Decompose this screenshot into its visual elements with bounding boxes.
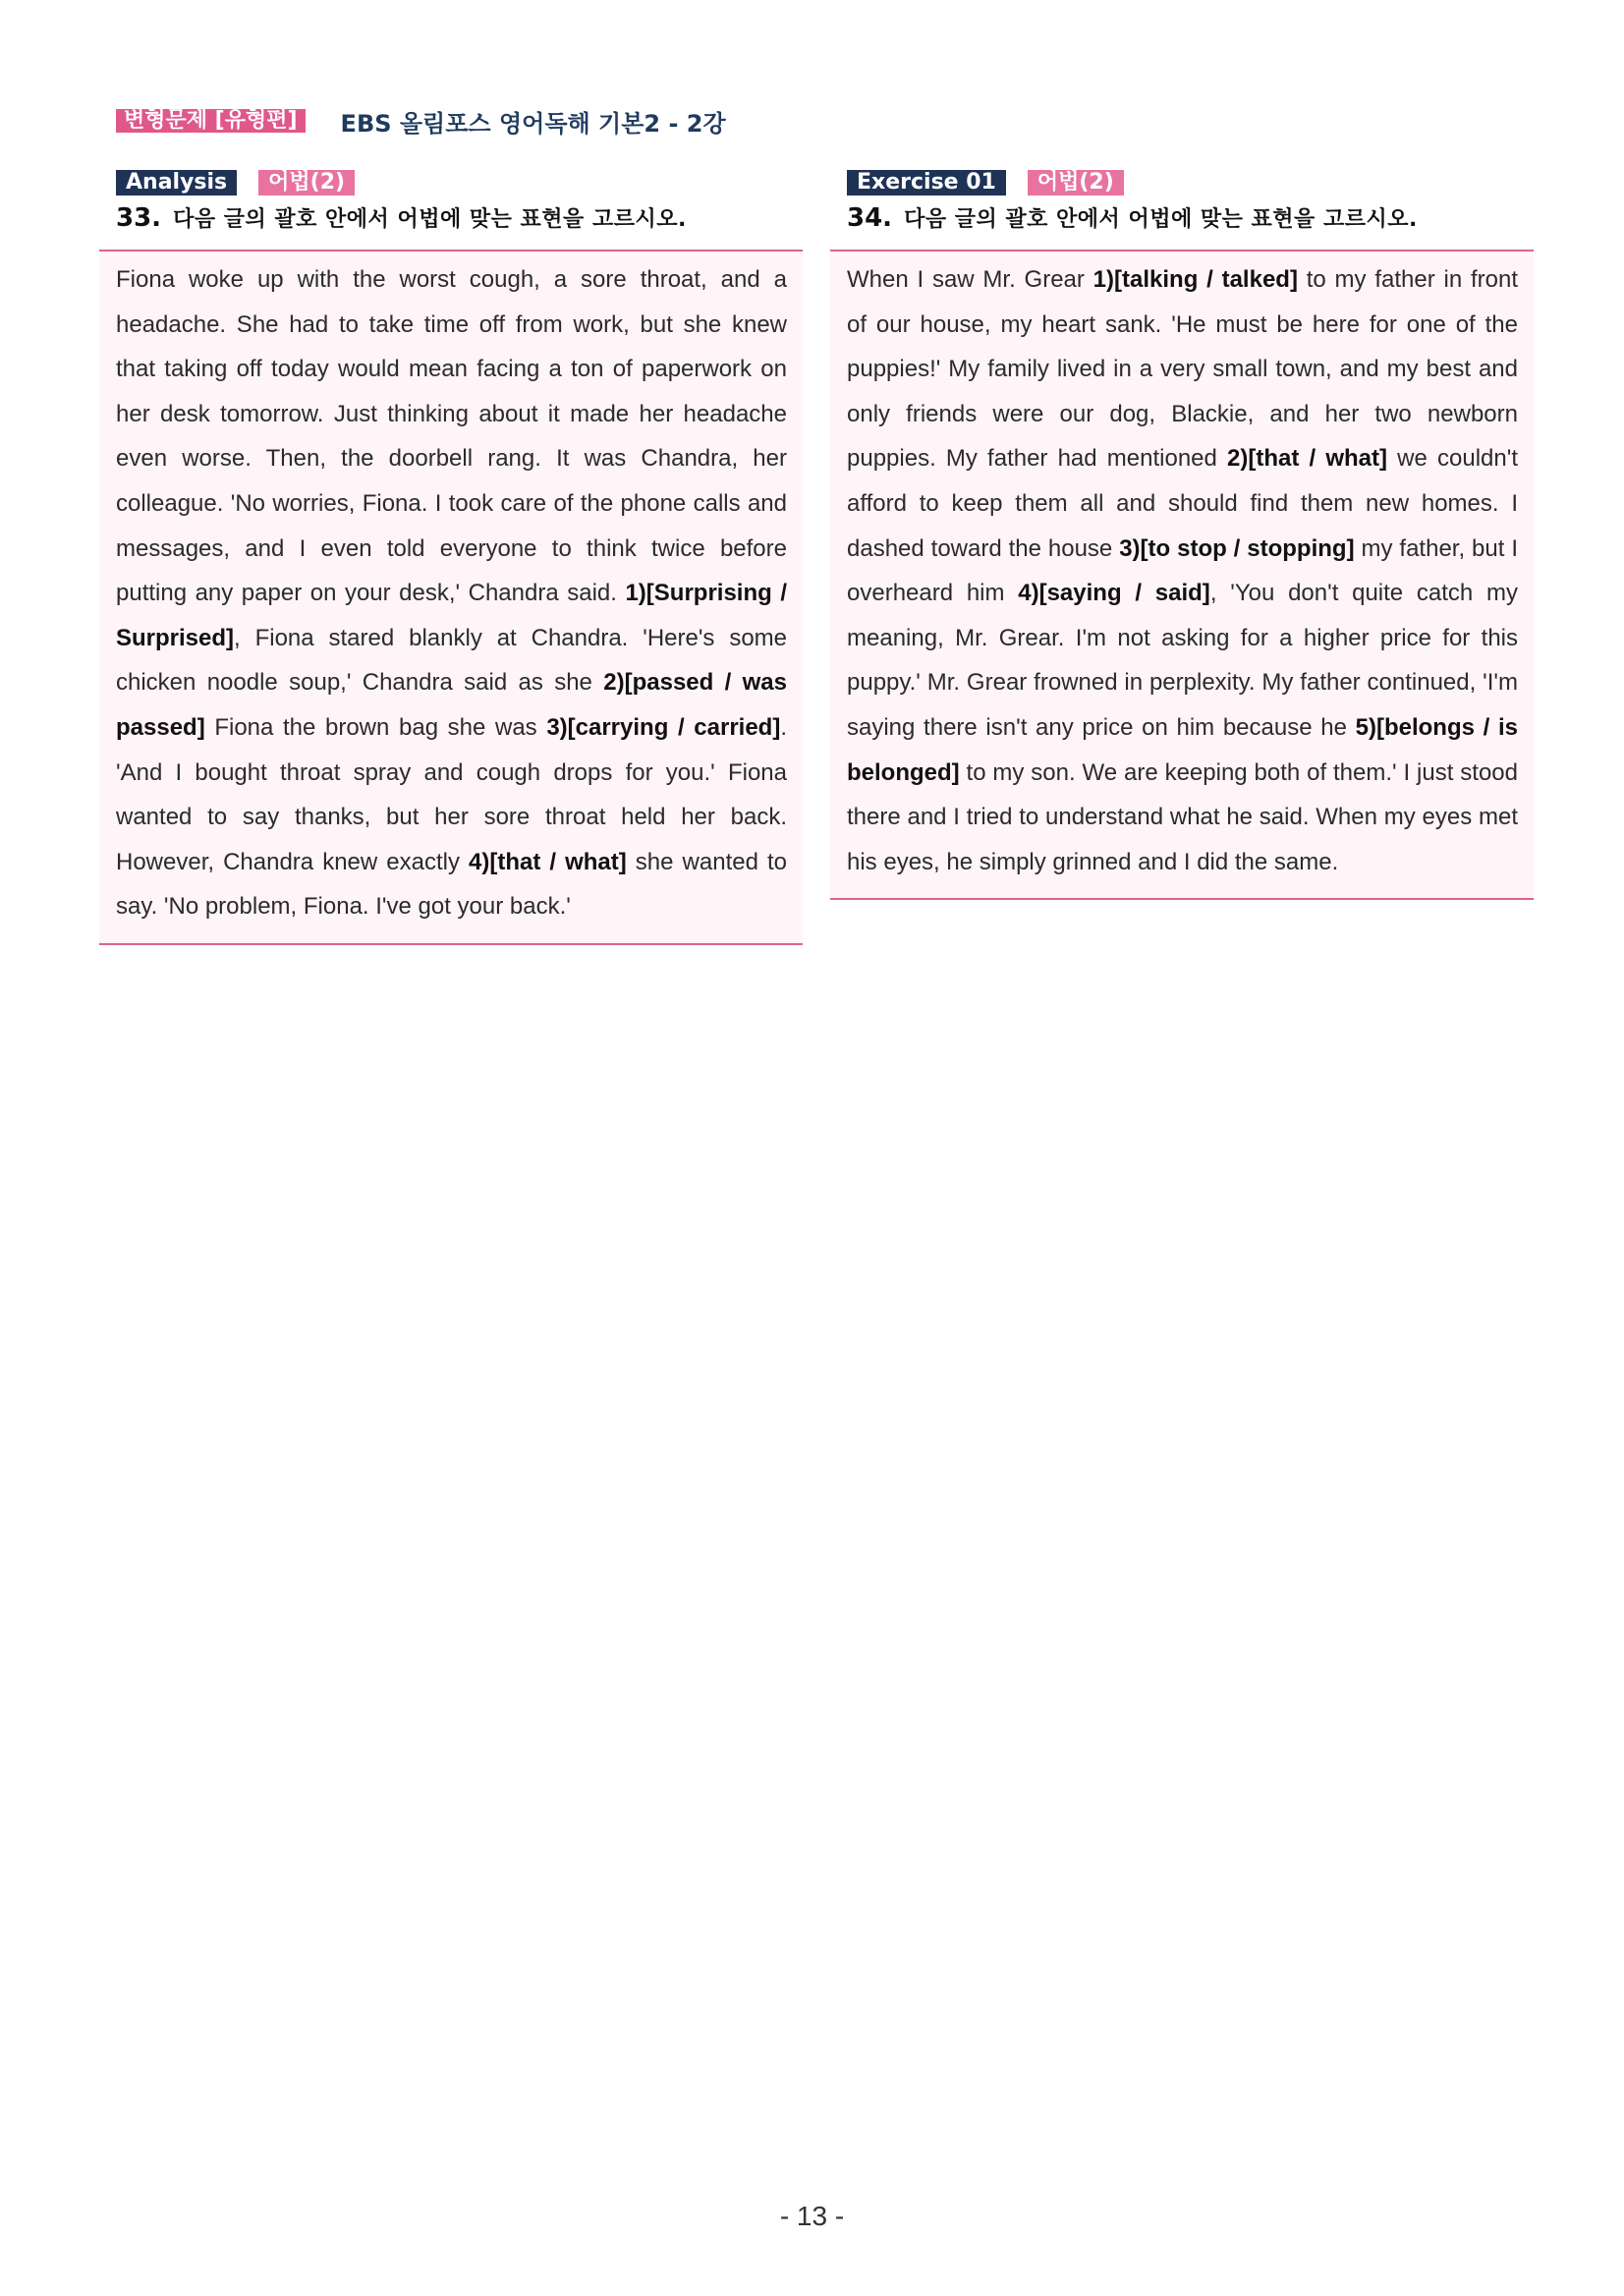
analysis-tag: Analysis bbox=[116, 170, 237, 196]
answer-choice: 2)[passed / was passed] bbox=[116, 669, 788, 741]
answer-choice: 3)[carrying / carried] bbox=[546, 713, 781, 741]
answer-choice: 4)[that / what] bbox=[469, 848, 627, 875]
passage-segment: When I saw Mr. Grear bbox=[847, 266, 1093, 293]
passage-segment: , 'You don't quite catch my meaning, Mr. Grear. I'm not asking for a higher price for this puppy.' Mr. Grear frowned in perplexity. My father continued, 'I'm saying there isn't any price on him because he bbox=[847, 580, 1519, 741]
passage-text bbox=[847, 257, 1518, 884]
passage-segment: , Fiona stared blankly at Chandra. 'Here's some chicken noodle soup,' Chandra said as she bbox=[116, 624, 787, 697]
question-heading bbox=[830, 202, 1534, 238]
answer-choice: 1)[Surprising / Surprised] bbox=[116, 580, 787, 651]
passage-segment: she wanted to say. 'No problem, Fiona. I've got your back.' bbox=[116, 848, 788, 921]
answer-choice: 5)[belongs / is belonged] bbox=[847, 713, 1518, 786]
section-badge: 변형문제 [유형편] bbox=[116, 109, 306, 133]
page-header bbox=[116, 106, 726, 136]
passage-segment: Fiona the brown bag she was bbox=[204, 713, 547, 741]
exercise-column bbox=[830, 169, 1534, 900]
passage-segment: we couldn't afford to keep them all and should find them new homes. I dashed toward the house bbox=[847, 445, 1518, 562]
passage-segment: my father, but I overheard him bbox=[847, 534, 1518, 607]
question-instruction: 다음 글의 괄호 안에서 어법에 맞는 표현을 고르시오. bbox=[173, 207, 687, 232]
passage-box bbox=[830, 250, 1534, 900]
analysis-column bbox=[99, 169, 803, 945]
exercise-tag-row bbox=[830, 169, 1534, 196]
passage-box bbox=[99, 250, 803, 945]
passage-text bbox=[116, 257, 787, 929]
passage-segment: to my son. We are keeping both of them.' I just stood there and I tried to understand what he said. When my eyes met his eyes, he simply grinned and I did the same. bbox=[847, 758, 1518, 875]
question-number: 34. bbox=[847, 203, 893, 233]
question-number: 33. bbox=[116, 203, 162, 233]
page-title: EBS 올림포스 영어독해 기본2 - 2강 bbox=[340, 109, 726, 138]
grammar-category-tag: 어법(2) bbox=[258, 170, 355, 196]
question-heading bbox=[99, 202, 803, 238]
exercise-tag: Exercise 01 bbox=[847, 170, 1006, 196]
passage-segment: . 'And I bought throat spray and cough drops for you.' Fiona wanted to say thanks, but her sore throat held her back. However, Chandra knew exactly bbox=[116, 713, 788, 875]
grammar-category-tag: 어법(2) bbox=[1028, 170, 1124, 196]
answer-choice: 4)[saying / said] bbox=[1018, 580, 1210, 607]
question-instruction: 다음 글의 괄호 안에서 어법에 맞는 표현을 고르시오. bbox=[904, 207, 1418, 232]
answer-choice: 3)[to stop / stopping] bbox=[1119, 534, 1355, 562]
passage-segment: to my father in front of our house, my heart sank. 'He must be here for one of the puppies!' My family lived in a very small town, and my best and only friends were our dog, Blackie, and her two newborn puppies. My father had mentioned bbox=[847, 266, 1518, 473]
passage-segment: Fiona woke up with the worst cough, a sore throat, and a headache. She had to take time off from work, but she knew that taking off today would mean facing a ton of paperwork on her desk tomorrow. Just thinking about it made her headache even worse. Then, the doorbell rang. It was Chandra, her colleague. 'No worries, Fiona. I took care of the phone calls and messages, and I even told everyone to think twice before putting any paper on your desk,' Chandra said. bbox=[116, 266, 787, 607]
answer-choice: 1)[talking / talked] bbox=[1092, 266, 1298, 293]
analysis-tag-row bbox=[99, 169, 803, 196]
answer-choice: 2)[that / what] bbox=[1227, 445, 1388, 473]
page-number: - 13 - bbox=[779, 2201, 845, 2231]
